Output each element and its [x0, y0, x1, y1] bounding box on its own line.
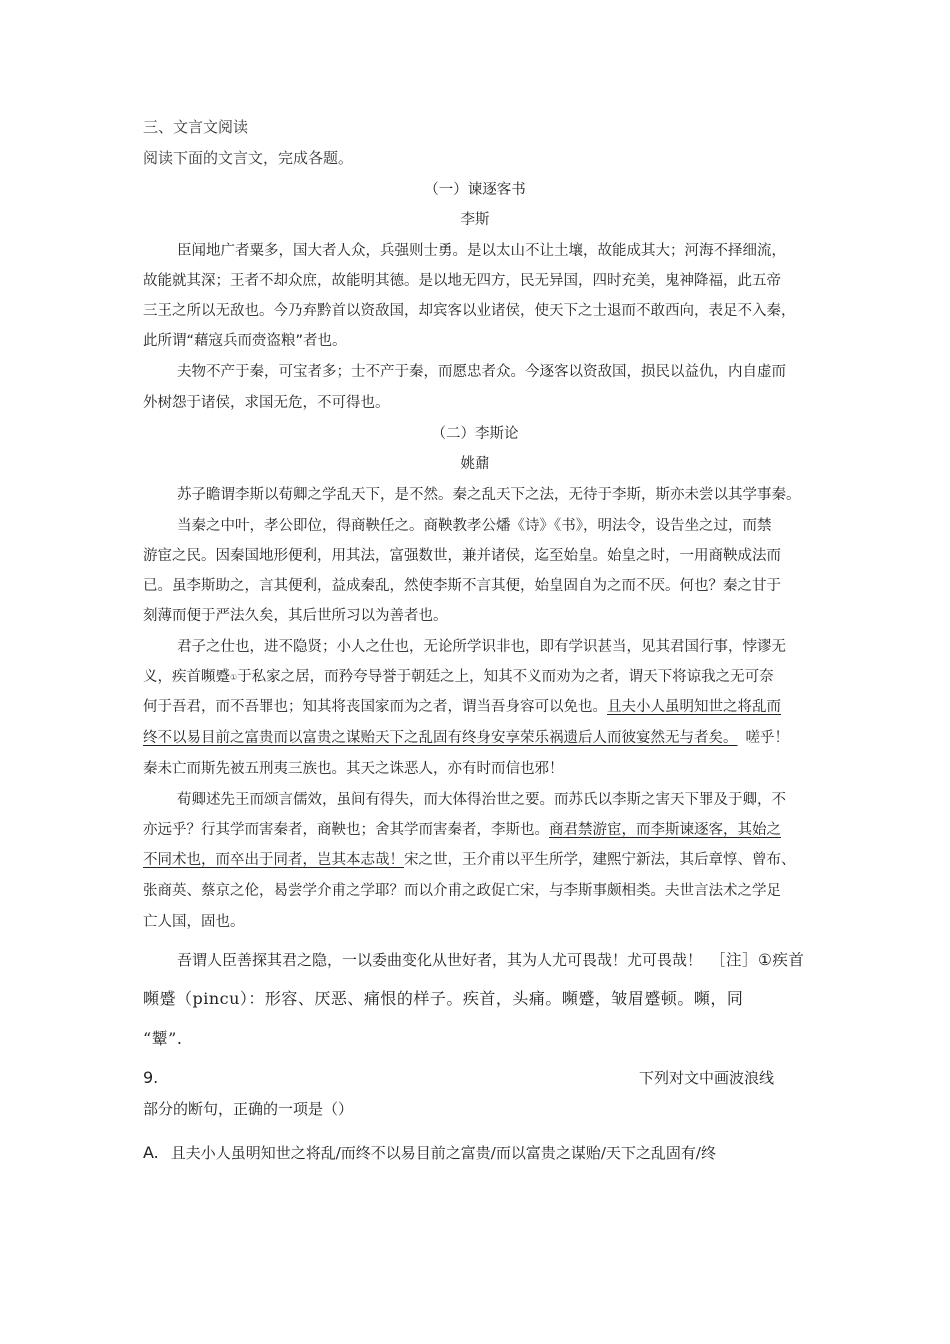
text2-line [143, 820, 781, 840]
text1-line: 三王之所以无敌也。今乃弃黔首以资敌国，却宾客以业诸侯，使天下之士退而不敢西向，表足不入秦， [143, 303, 796, 319]
note-start: ［注］①疾首 [710, 951, 805, 969]
text2-line: 当秦之中叶，孝公即位，得商鞅任之。商鞅教孝公燔《诗》《书》，明法令，设告坐之过，而禁 [177, 518, 772, 534]
text2-author: 姚鼐 [460, 456, 490, 472]
text1-line: 故能就其深；王者不却众庶，故能明其德。是以地无四方，民无异国，四时充美，鬼神降福，此五帝 [143, 273, 781, 289]
text2-segment: 亦远乎？行其学而害秦者，商鞅也；舍其学而害秦者，李斯也。 [143, 822, 549, 838]
instruction: 阅读下面的文言文，完成各题。 [143, 149, 354, 167]
text2-line: 刻薄而便于严法久矣，其后世所习以为善者也。 [143, 608, 448, 624]
text2-line: 已。虽李斯助之，言其便利，益成秦乱，然使李斯不言其便，始皇固自为之而不厌。何也？秦之甘于 [143, 578, 781, 594]
text2-line [143, 667, 774, 688]
option-a[interactable] [143, 1143, 716, 1163]
text2-segment: 何于吾君，而不吾罪也；知其将丧国家而为之者，谓当吾身容可以免也。 [143, 699, 607, 715]
footnote-marker: ① [230, 673, 238, 682]
text2-segment: 嗟乎！ [745, 730, 789, 746]
text2-line: 荀卿述先王而颂言儒效，虽间有得失，而大体得治世之要。而苏氏以李斯之害天下罪及于卿，不 [177, 792, 786, 808]
text2-line [143, 697, 781, 717]
text2-line: 游宦之民。因秦国地形便利，用其法，富强数世，兼并诸侯，迄至始皇。始皇之时，一用商鞅成法而 [143, 548, 781, 564]
underlined-text: 商君禁游宦，而李斯谏逐客，其始之 [549, 822, 781, 838]
text2-line: 苏子瞻谓李斯以荀卿之学乱天下，是不然。秦之乱天下之法，无待于李斯，斯亦未尝以其学事秦。 [177, 487, 801, 503]
option-a-label: A. [143, 1143, 159, 1162]
text2-line: 秦未亡而斯先被五刑夷三族也。其天之诛恶人，亦有时而信也邪！ [143, 761, 564, 777]
underlined-text: 不同术也，而卒出于同者，岂其本志哉！ [143, 852, 404, 868]
text2-closing-line [177, 950, 804, 970]
text2-line [143, 728, 789, 748]
note-line: 嚬蹙（pincu）：形容、厌恶、痛恨的样子。疾首，头痛。嚬蹙，皱眉蹙顿。嚬，同 [143, 989, 744, 1008]
text2-title: （二）李斯论 [431, 426, 519, 442]
text2-segment: 宋之世，王介甫以平生所学，建熙宁新法，其后章惇、曾布、 [404, 852, 796, 868]
text2-segment: 于私家之居，而矜夸导誉于朝廷之上，知其不义而劝为之者，谓天下将谅我之无可奈 [237, 669, 774, 685]
wavy-underlined-text: 且夫小人虽明知世之将乱而 [607, 699, 781, 715]
text2-line: 张商英、蔡京之伦，曷尝学介甫之学耶？而以介甫之政促亡宋，与李斯事颇相类。夫世言法术之学足 [143, 883, 781, 899]
section-title: 三、文言文阅读 [143, 118, 249, 136]
question-prompt: 下列对文中画波浪线 [639, 1069, 775, 1087]
text2-line [143, 850, 796, 870]
text1-line: 外树怨于诸侯，求国无危，不可得也。 [143, 395, 390, 411]
text1-title: （一）谏逐客书 [424, 182, 526, 198]
text1-line: 夫物不产于秦，可宝者多；士不产于秦，而愿忠者众。今逐客以资敌国，损民以益仇，内自虚而 [177, 364, 786, 380]
text2-segment: 义，疾首嚬蹙 [143, 669, 230, 685]
text1-line: 此所谓“藉寇兵而赍盗粮”者也。 [143, 333, 347, 349]
text2-line: 君子之仕也，进不隐贤；小人之仕也，无论所学识非也，即有学识甚当，见其君国行事，悖谬无 [177, 639, 786, 655]
note-line: “颦”. [143, 1029, 183, 1048]
wavy-underlined-text: 终不以易目前之富贵而以富贵之谋贻天下之乱固有终身安享荣乐祸遗后人而彼宴然无与者矣。 [143, 730, 738, 746]
text2-line: 亡人国，固也。 [143, 914, 245, 930]
text1-line: 臣闻地广者粟多，国大者人众，兵强则士勇。是以太山不让土壤，故能成其大；河海不择细流， [177, 243, 786, 259]
question-number: 9. [143, 1068, 159, 1087]
text1-author: 李斯 [460, 212, 490, 228]
option-a-text: 且夫小人虽明知世之将乱/而终不以易目前之富贵/而以富贵之谋贻/天下之乱固有/终 [170, 1144, 716, 1162]
text2-segment: 吾谓人臣善探其君之隐，一以委曲变化从世好者，其为人尤可畏哉！尤可畏哉！ [177, 951, 703, 969]
question-prompt: 部分的断句，正确的一项是（） [143, 1100, 354, 1118]
